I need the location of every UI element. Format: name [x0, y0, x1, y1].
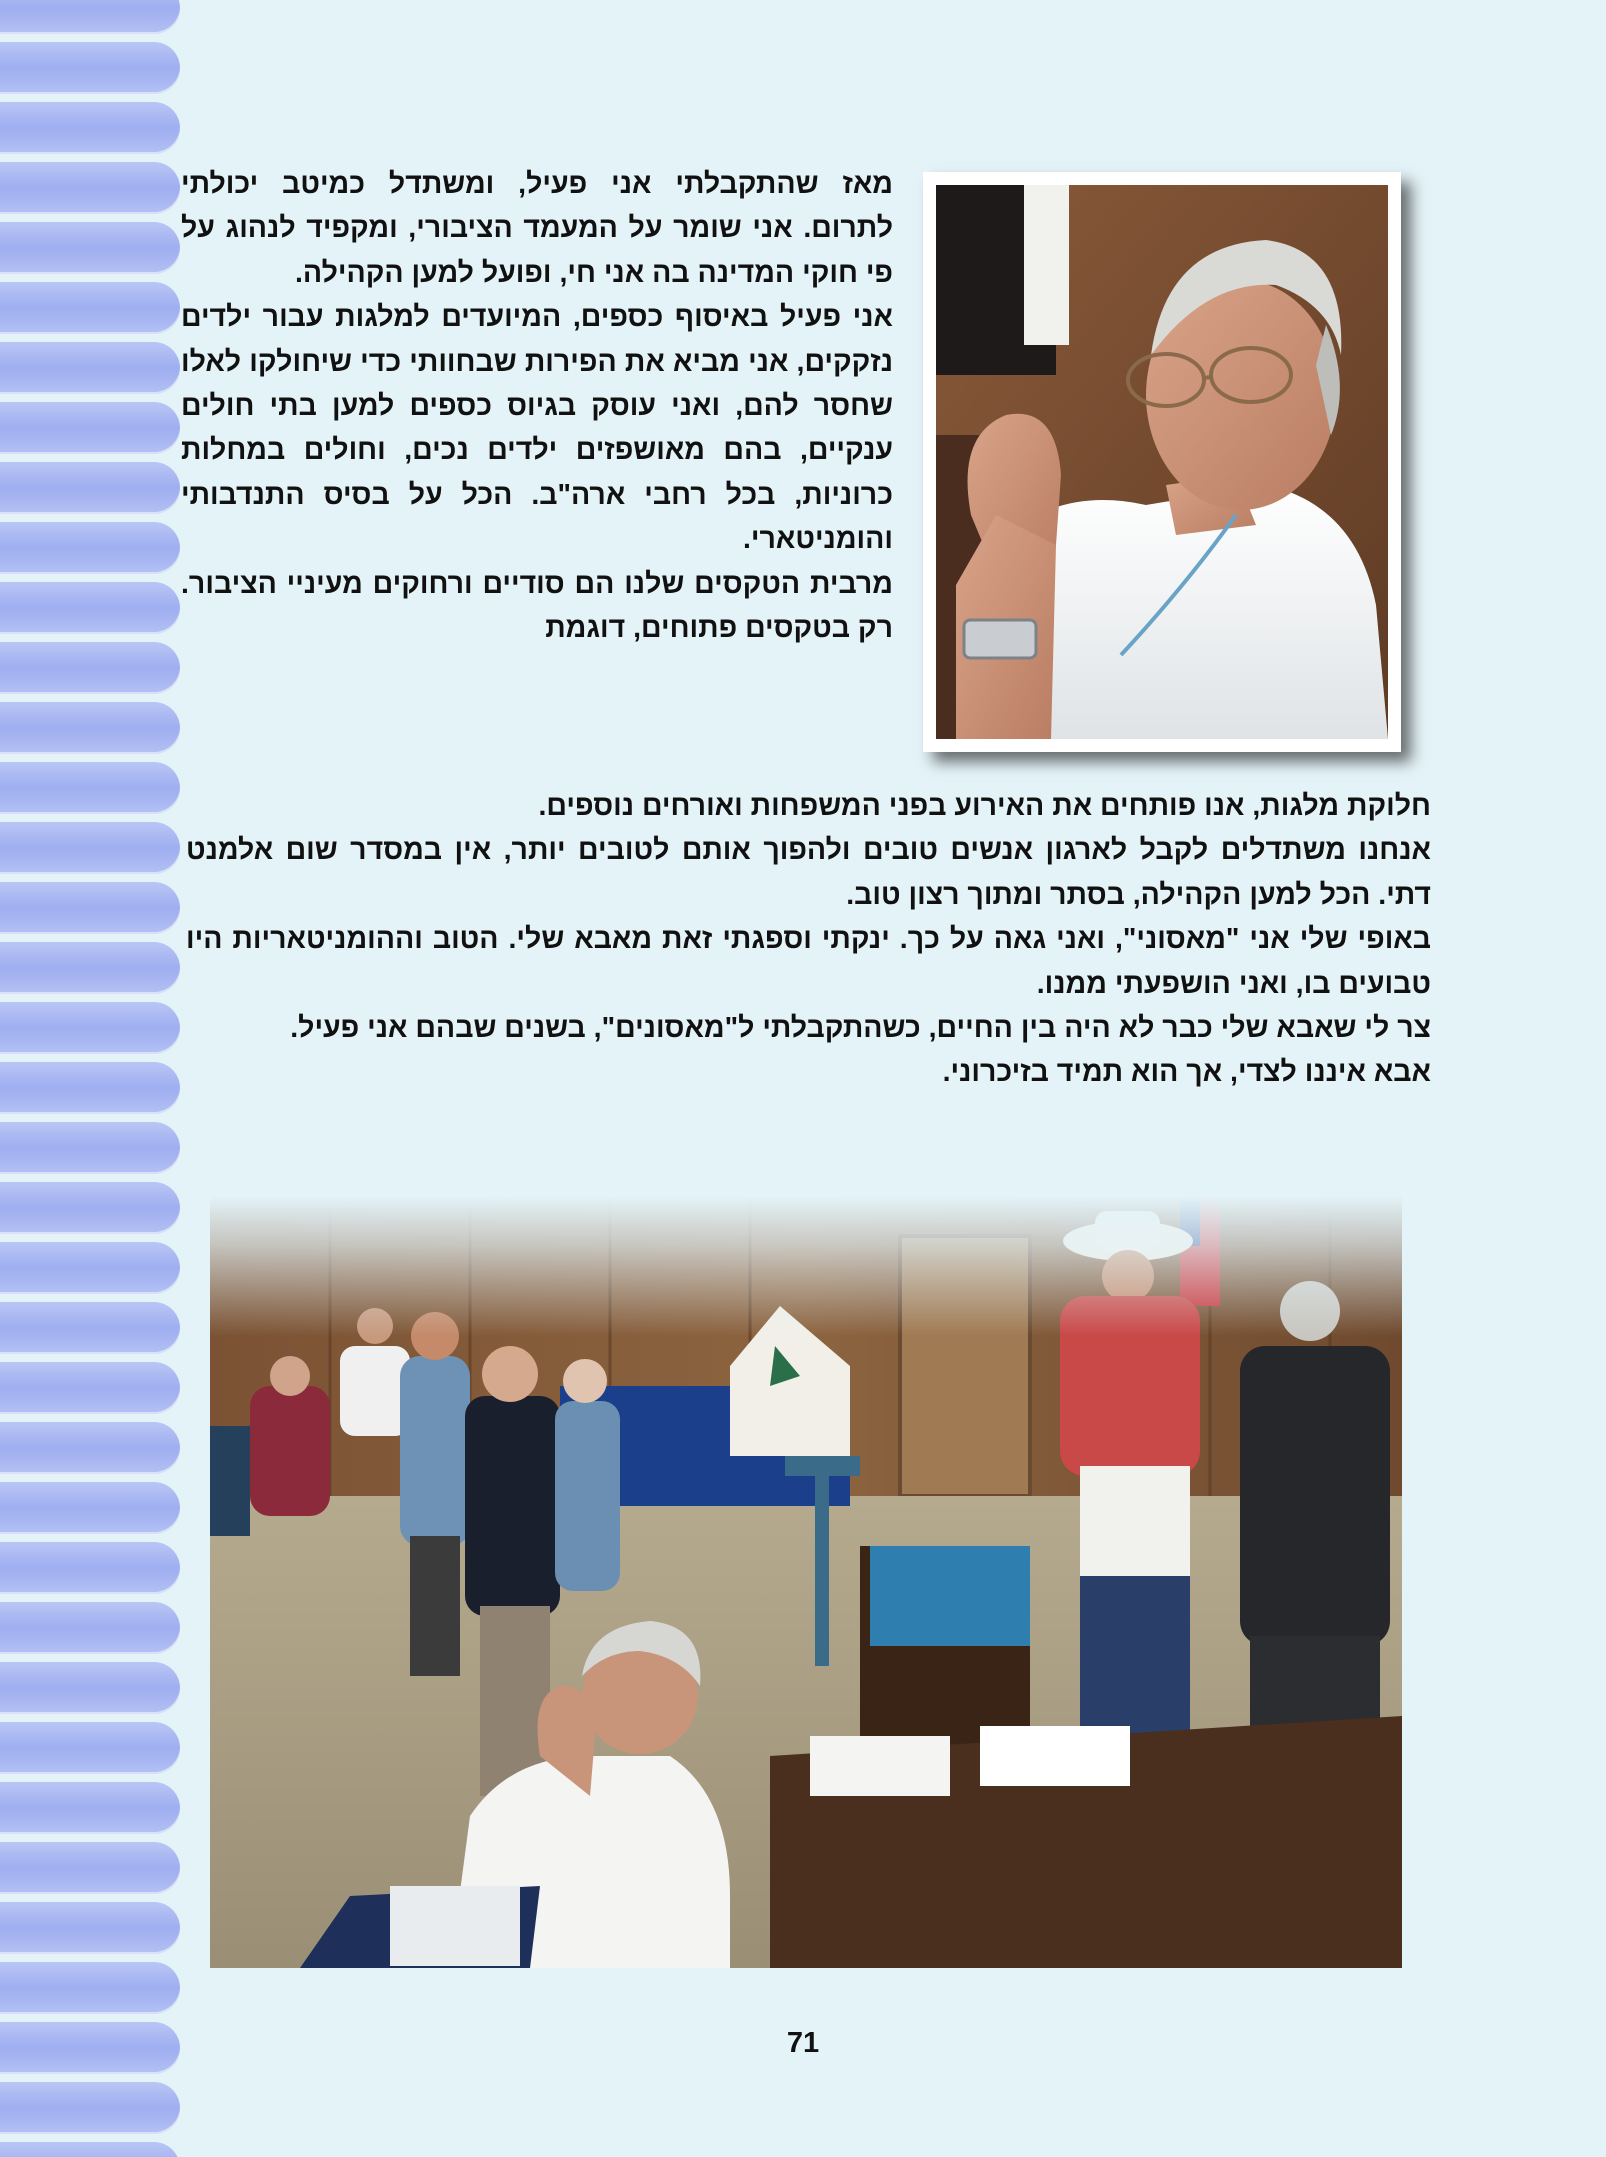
article-text-bottom [186, 784, 1431, 1095]
stripe-pill [0, 1362, 180, 1414]
paragraph: צר לי שאבא שלי כבר לא היה בין החיים, כשהתקבלתי ל"מאסונים", בשנים שבהם אני פעיל. [290, 1012, 1431, 1045]
paragraph: מאז שהתקבלתי אני פעיל, ומשתדל כמיטב יכולתי לתרום. אני שומר על המעמד הציבורי, ומקפיד לנהוג על פי חוקי המדינה בה אני חי, ופועל למען הקהילה. [181, 168, 893, 289]
stripe-pill [0, 1602, 180, 1654]
photo-top-fade [210, 1196, 1402, 1336]
stripe-pill [0, 1542, 180, 1594]
stripe-pill [0, 162, 180, 214]
stripe-pill [0, 1002, 180, 1054]
paragraph: אני פעיל באיסוף כספים, המיועדים למלגות עבור ילדים נזקקים, אני מביא את הפירות שבחוותי כדי שיחולקו לאלו שחסר להם, ואני עוסק בגיוס כספים למען בתי חולים ענקיים, בהם מאושפזים ילדים נכים, וחולים במחלות כרוניות, בכל רחבי ארה"ב. הכל על בסיס התנדבותי והומניטארי. [181, 301, 893, 556]
stripe-pill [0, 102, 180, 154]
stripe-pill [0, 2142, 180, 2157]
stripe-pill [0, 1182, 180, 1234]
stripe-pill [0, 462, 180, 514]
stripe-pill [0, 1662, 180, 1714]
stripe-pill [0, 1062, 180, 1114]
stripe-pill [0, 1422, 180, 1474]
stripe-pill [0, 1962, 180, 2014]
stripe-pill [0, 942, 180, 994]
paragraph: אנחנו משתדלים לקבל לארגון אנשים טובים ולהפוך אותם לטובים יותר, אין במסדר שום אלמנט דתי. הכל למען הקהילה, בסתר ומתוך רצון טוב. [186, 834, 1431, 911]
portrait-photo [936, 185, 1388, 739]
paragraph: חלוקת מלגות, אנו פותחים את האירוע בפני המשפחות ואורחים נוספים. [538, 790, 1431, 822]
stripe-pill [0, 1482, 180, 1534]
stripe-pill [0, 1902, 180, 1954]
stripe-pill [0, 1782, 180, 1834]
stripe-pill [0, 1122, 180, 1174]
article-text-top [181, 162, 893, 650]
stripe-pill [0, 522, 180, 574]
stripe-pill [0, 1722, 180, 1774]
stripe-pill [0, 582, 180, 634]
paragraph: באופי שלי אני "מאסוני", ואני גאה על כך. ינקתי וספגתי זאת מאבא שלי. הטוב וההומניטאריות היו טבועים בו, ואני הושפעתי ממנו. [186, 923, 1431, 1000]
stripe-pill [0, 2082, 180, 2134]
stripe-pill [0, 222, 180, 274]
decorative-side-stripe [0, 0, 182, 2157]
stripe-pill [0, 282, 180, 334]
lodge-meeting-photo [210, 1196, 1402, 1968]
stripe-pill [0, 402, 180, 454]
portrait-photo-illustration [936, 185, 1388, 739]
page-number: 71 [786, 2027, 820, 2059]
stripe-pill [0, 1242, 180, 1294]
stripe-pill [0, 342, 180, 394]
stripe-pill [0, 882, 180, 934]
stripe-pill [0, 0, 180, 34]
stripe-pill [0, 702, 180, 754]
stripe-pill [0, 822, 180, 874]
stripe-pill [0, 1302, 180, 1354]
portrait-photo-frame [923, 172, 1401, 752]
stripe-pill [0, 1842, 180, 1894]
paragraph: מרבית הטקסים שלנו הם סודיים ורחוקים מעיניי הציבור. רק בטקסים פתוחים, דוגמת [181, 567, 893, 645]
paragraph: אבא איננו לצדי, אך הוא תמיד בזיכרוני. [942, 1056, 1431, 1089]
stripe-pill [0, 642, 180, 694]
stripe-pill [0, 42, 180, 94]
stripe-pill [0, 762, 180, 814]
